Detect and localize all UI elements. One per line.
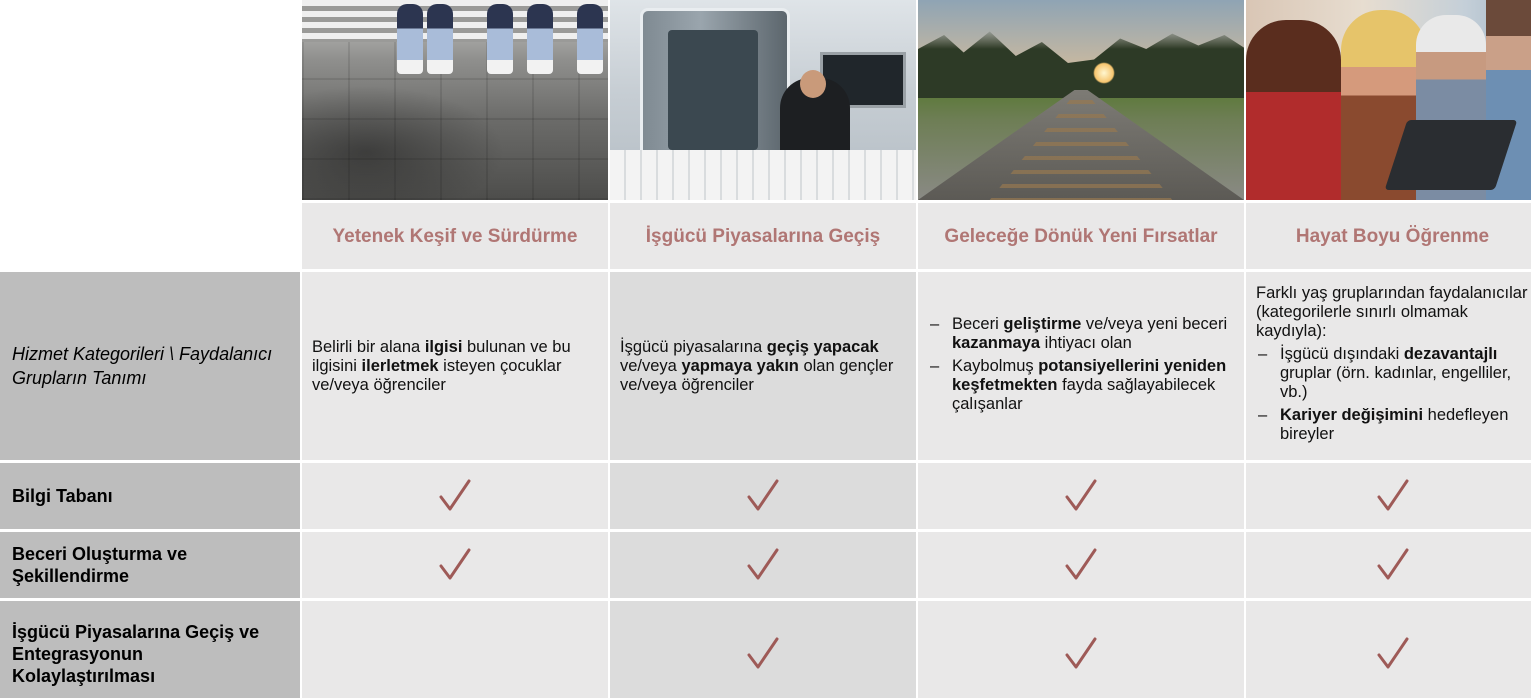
check-cell xyxy=(1246,463,1531,529)
check-cell xyxy=(918,463,1244,529)
description-text: İşgücü dışındaki xyxy=(1280,345,1404,363)
description-bullet-list xyxy=(1256,345,1529,444)
description-bullet-list xyxy=(928,315,1234,414)
checkmark-icon xyxy=(1375,547,1411,583)
check-cell xyxy=(610,463,916,529)
description-bullet xyxy=(928,357,1234,414)
checkmark-icon xyxy=(1063,547,1099,583)
checkmark-icon xyxy=(1375,478,1411,514)
row-label: Bilgi Tabanı xyxy=(0,463,300,529)
emphasis-text: Kariyer değişimini xyxy=(1280,406,1424,424)
checkmark-icon xyxy=(745,478,781,514)
description-bullet xyxy=(1256,406,1529,444)
header-blank xyxy=(0,203,300,269)
checkmark-icon xyxy=(437,547,473,583)
row-label: Beceri Oluşturma ve Şekillendirme xyxy=(0,532,300,598)
emphasis-text: dezavantajlı xyxy=(1403,345,1498,363)
description-text: Kaybolmuş xyxy=(952,356,1039,375)
description-cell xyxy=(302,272,608,460)
description-text: olan gençler ve/veya öğrenciler xyxy=(620,356,894,394)
description-cell xyxy=(610,272,916,460)
check-cell xyxy=(918,532,1244,598)
emphasis-text: geçiş yapacak xyxy=(766,337,879,356)
photo-railway-sunset xyxy=(918,0,1244,200)
emphasis-text: kazanmaya xyxy=(952,333,1041,352)
emphasis-text: ilgisi xyxy=(424,337,463,356)
check-cell xyxy=(918,601,1244,698)
emphasis-text: geliştirme xyxy=(1003,314,1082,333)
checkmark-icon xyxy=(1063,636,1099,672)
description-text: ihtiyacı olan xyxy=(1040,333,1132,352)
photo-technician-at-machine xyxy=(610,0,916,200)
description-text: isteyen çocuklar ve/veya öğrenciler xyxy=(312,356,562,394)
description-text: ve/veya xyxy=(620,356,682,375)
emphasis-text: ilerletmek xyxy=(361,356,439,375)
column-header: Hayat Boyu Öğrenme xyxy=(1246,203,1531,269)
emphasis-text: yapmaya yakın xyxy=(681,356,799,375)
check-cell xyxy=(302,532,608,598)
check-cell xyxy=(302,463,608,529)
description-intro: Farklı yaş gruplarından faydalanıcılar (kategorilerle sınırlı olmamak kaydıyla): xyxy=(1256,284,1528,340)
check-cell xyxy=(302,601,608,698)
description-text: İşgücü piyasalarına xyxy=(620,337,767,356)
photo-children-walking xyxy=(302,0,608,200)
column-header: Geleceğe Dönük Yeni Fırsatlar xyxy=(918,203,1244,269)
row-label-description: Hizmet Kategorileri \ Faydalanıcı Grupların Tanımı xyxy=(0,272,300,460)
description-text: bulunan ve bu ilgisini xyxy=(312,337,571,375)
row-label: İşgücü Piyasalarına Geçiş ve Entegrasyonun Kolaylaştırılması xyxy=(0,601,300,698)
check-cell xyxy=(610,601,916,698)
check-cell xyxy=(610,532,916,598)
emphasis-text: potansiyellerini yeniden keşfetmekten xyxy=(952,356,1227,394)
column-header: Yetenek Keşif ve Sürdürme xyxy=(302,203,608,269)
description-bullet xyxy=(1256,345,1529,402)
checkmark-icon xyxy=(1375,636,1411,672)
description-text: fayda sağlayabilecek çalışanlar xyxy=(952,375,1216,413)
description-text: ve/veya yeni beceri xyxy=(1081,314,1228,333)
checkmark-icon xyxy=(1063,478,1099,514)
checkmark-icon xyxy=(745,636,781,672)
check-cell xyxy=(1246,532,1531,598)
description-cell xyxy=(918,272,1244,460)
corner-blank xyxy=(0,0,300,200)
description-text: Belirli bir alana xyxy=(312,337,425,356)
description-bullet xyxy=(928,315,1234,353)
check-cell xyxy=(1246,601,1531,698)
description-text: hedefleyen bireyler xyxy=(1280,406,1509,443)
column-header: İşgücü Piyasalarına Geçiş xyxy=(610,203,916,269)
checkmark-icon xyxy=(437,478,473,514)
checkmark-icon xyxy=(745,547,781,583)
description-cell xyxy=(1246,272,1531,460)
description-text: Beceri xyxy=(952,314,1004,333)
photo-people-with-laptop xyxy=(1246,0,1531,200)
description-text: gruplar (örn. kadınlar, engelliler, vb.) xyxy=(1280,364,1512,401)
